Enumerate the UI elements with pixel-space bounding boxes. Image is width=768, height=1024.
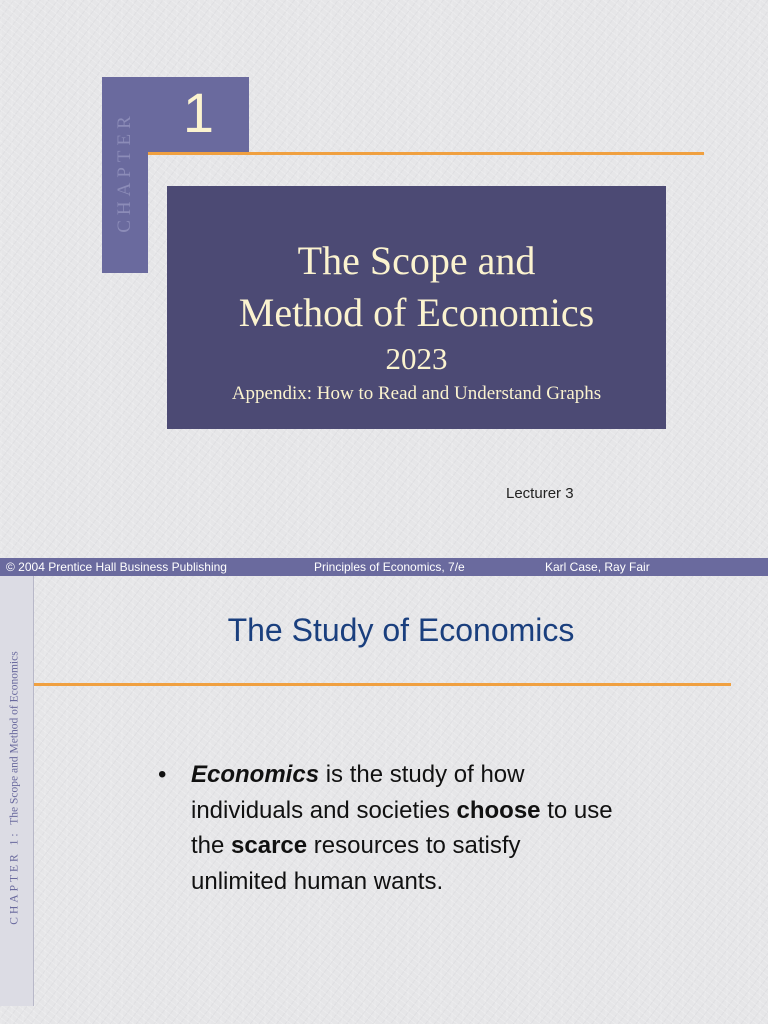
chapter-label	[104, 82, 146, 262]
slide-title: The Study of Economics	[227, 612, 575, 648]
chapter-number-box	[148, 77, 249, 153]
bullet-part-1: is the study of how individuals and societies	[191, 761, 525, 824]
bullet-part-2: to use the	[191, 796, 613, 859]
lecturer-label: Lecturer 3	[506, 485, 574, 502]
term-economics	[191, 761, 319, 788]
chapter-number: 1	[182, 81, 215, 144]
title-box	[167, 186, 666, 429]
footer-copyright: © 2004 Prentice Hall Business Publishing	[6, 560, 227, 574]
footer-bar	[0, 558, 768, 576]
term-choose: choose	[456, 796, 541, 824]
bullet-item	[158, 757, 618, 899]
appendix-subtitle: Appendix: How to Read and Understand Graphs	[231, 383, 602, 405]
term-economics-text: Economics	[191, 761, 320, 788]
term-scarce: scarce	[231, 832, 308, 859]
title-line-1: The Scope and	[297, 238, 536, 283]
title-year: 2023	[385, 341, 448, 376]
footer-authors: Karl Case, Ray Fair	[545, 560, 650, 574]
side-chapter-title: The Scope and Method of Economics	[9, 651, 22, 825]
title-divider	[148, 152, 704, 155]
side-chapter-label	[0, 578, 30, 998]
bullet-part-3: resources to satisfy unlimited human wants.	[191, 832, 521, 895]
title-line-2: Method of Economics	[238, 290, 595, 335]
bullet-text	[191, 757, 618, 899]
footer-book-title: Principles of Economics, 7/e	[314, 560, 465, 574]
chapter-label-text: CHAPTER	[114, 111, 136, 233]
side-chapter-caps: CHAPTER 1:	[9, 830, 22, 925]
side-chapter-text	[9, 651, 21, 924]
slide-title-divider	[34, 683, 731, 686]
bullet-marker: •	[158, 761, 167, 788]
